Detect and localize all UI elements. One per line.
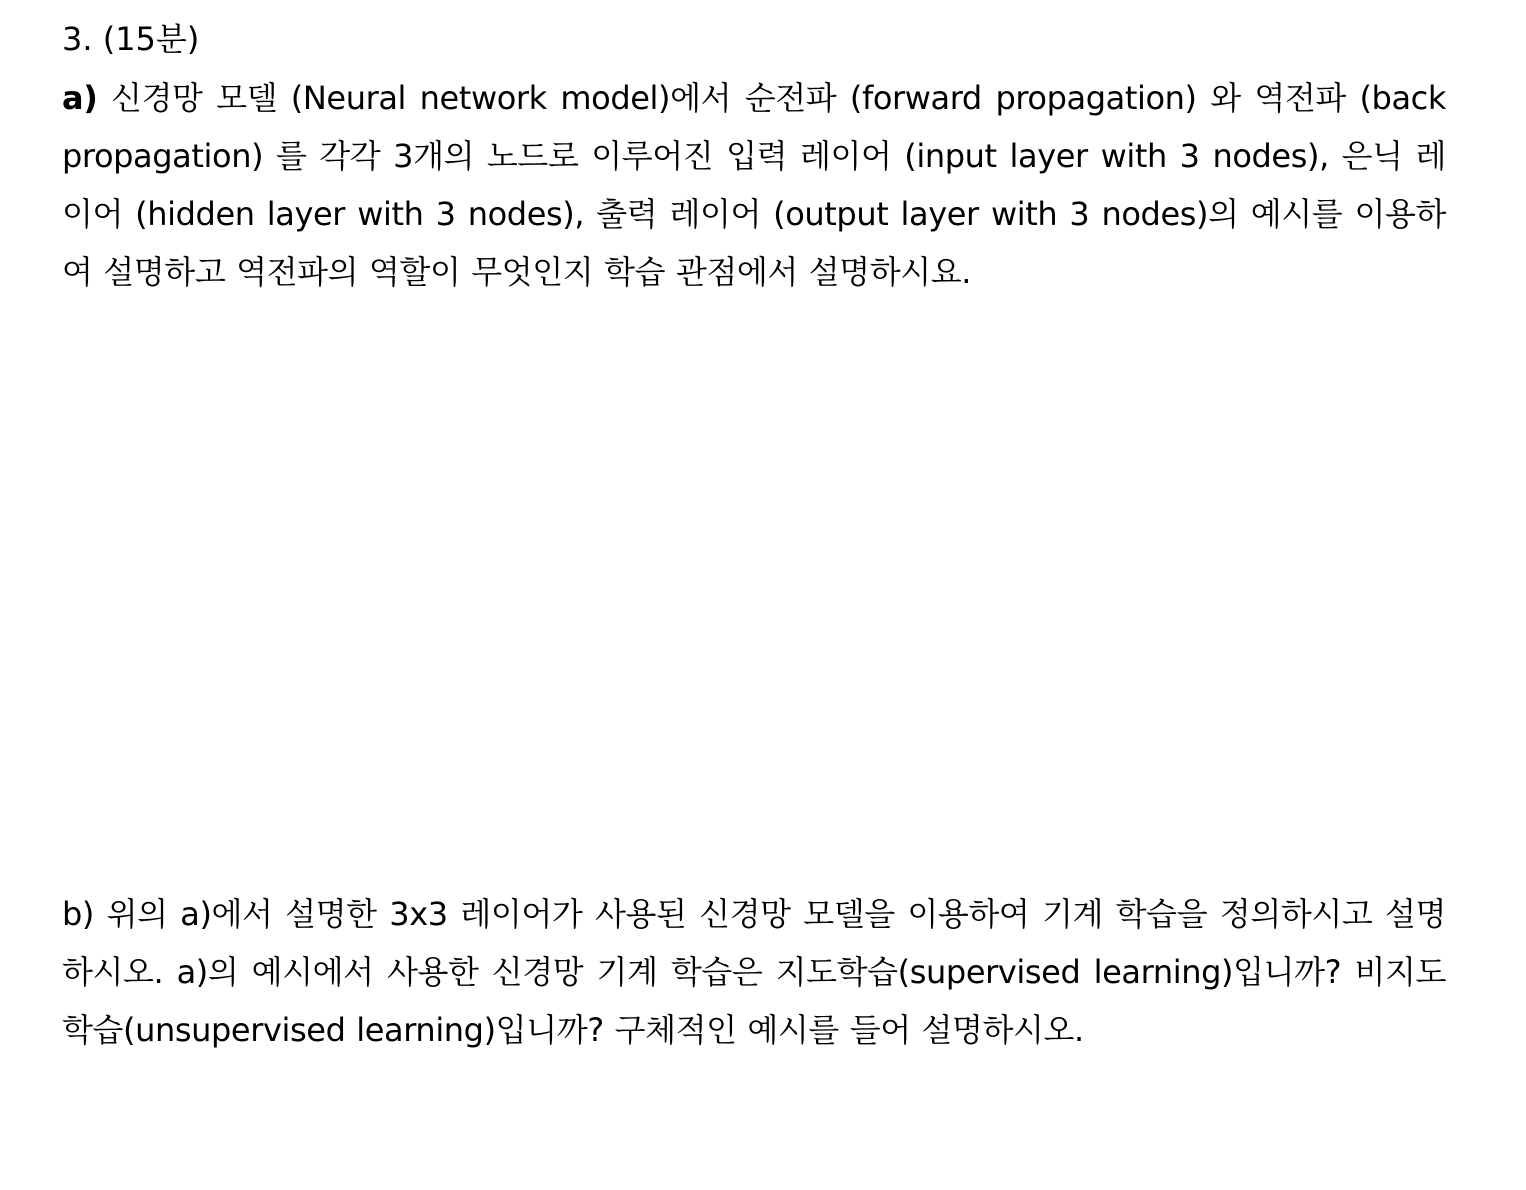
question-number: 3. (15분) (62, 20, 200, 58)
part-b-label: b) (62, 895, 94, 933)
part-a-label: a) (62, 79, 98, 117)
part-b-text: 위의 a)에서 설명한 3x3 레이어가 사용된 신경망 모델을 이용하여 기계 학습을 정의하시고 설명하시오. a)의 예시에서 사용한 신경망 기계 학습은 지도학습(supervised learning)입니까? 비지도 학습(unsupervised learning)입니까? 구체적인 예시를 들어 설명하시오. (62, 895, 1446, 1049)
exam-page (62, 0, 1446, 1190)
question-part-b (62, 885, 1446, 1059)
question-part-a (62, 69, 1446, 301)
part-a-text: 신경망 모델 (Neural network model)에서 순전파 (forward propagation) 와 역전파 (back propagation) 를 각각 3개의 노드로 이루어진 입력 레이어 (input layer with 3 nodes), 은닉 레이어 (hidden layer with 3 nodes), 출력 레이어 (output layer with 3 nodes)의 예시를 이용하여 설명하고 역전파의 역할이 무엇인지 학습 관점에서 설명하시요. (62, 79, 1446, 291)
